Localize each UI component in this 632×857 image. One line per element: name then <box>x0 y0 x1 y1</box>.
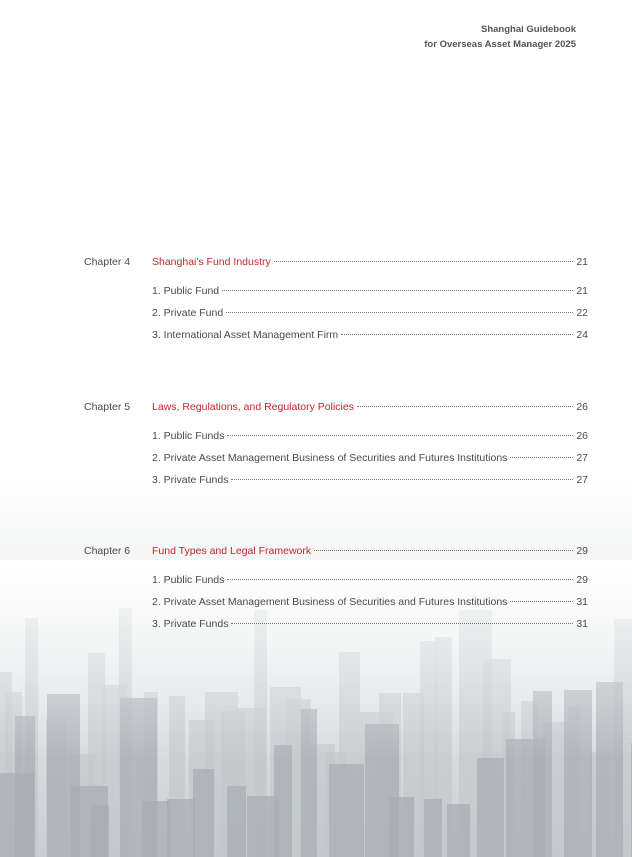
entry-title[interactable]: 1. Public Fund <box>152 285 220 297</box>
page-number: 29 <box>576 574 588 586</box>
header-title: Shanghai Guidebook <box>480 24 576 35</box>
chapter-heading-row[interactable] <box>84 544 588 558</box>
entry-title[interactable]: 3. Private Funds <box>152 474 229 486</box>
page-number: 31 <box>576 596 588 608</box>
chapter-label: Chapter 4 <box>84 256 131 268</box>
page-number: 21 <box>576 256 588 268</box>
toc-entry[interactable] <box>84 306 588 320</box>
entry-title[interactable]: 2. Private Fund <box>152 307 224 319</box>
chapter-label: Chapter 6 <box>84 545 131 557</box>
chapter-title[interactable]: Fund Types and Legal Framework <box>152 545 312 557</box>
page-number: 29 <box>576 545 588 557</box>
page-number: 26 <box>576 430 588 442</box>
page-number: 27 <box>576 474 588 486</box>
page-number: 27 <box>576 452 588 464</box>
chapter-title[interactable]: Laws, Regulations, and Regulatory Policies <box>152 401 354 413</box>
header-subtitle: for Overseas Asset Manager 2025 <box>424 39 576 50</box>
page-number: 22 <box>576 307 588 319</box>
guidebook-header <box>424 22 576 52</box>
toc-entry[interactable] <box>84 473 588 487</box>
chapter-label: Chapter 5 <box>84 401 131 413</box>
toc-entry[interactable] <box>84 617 588 631</box>
toc-entry[interactable] <box>84 429 588 443</box>
dot-leader <box>510 601 573 602</box>
toc-entry[interactable] <box>84 451 588 465</box>
dot-leader <box>231 479 573 480</box>
toc-entry[interactable] <box>84 573 588 587</box>
page-number: 21 <box>576 285 588 297</box>
dot-leader <box>357 406 573 407</box>
dot-leader <box>222 290 573 291</box>
chapter-title[interactable]: Shanghai's Fund Industry <box>152 256 271 268</box>
page-number: 31 <box>576 618 588 630</box>
toc-entry[interactable] <box>84 328 588 342</box>
entry-title[interactable]: 2. Private Asset Management Business of Securities and Futures Institutions <box>152 452 508 464</box>
page-number: 24 <box>576 329 588 341</box>
dot-leader <box>314 550 573 551</box>
dot-leader <box>231 623 573 624</box>
dot-leader <box>510 457 573 458</box>
page-number: 26 <box>576 401 588 413</box>
entry-title[interactable]: 1. Public Funds <box>152 430 225 442</box>
dot-leader <box>226 312 573 313</box>
dot-leader <box>341 334 573 335</box>
dot-leader <box>227 579 573 580</box>
entry-title[interactable]: 3. International Asset Management Firm <box>152 329 339 341</box>
entry-title[interactable]: 2. Private Asset Management Business of Securities and Futures Institutions <box>152 596 508 608</box>
toc-entry[interactable] <box>84 595 588 609</box>
dot-leader <box>227 435 573 436</box>
chapter-heading-row[interactable] <box>84 400 588 414</box>
chapter-heading-row[interactable] <box>84 255 588 269</box>
toc-entry[interactable] <box>84 284 588 298</box>
dot-leader <box>274 261 574 262</box>
entry-title[interactable]: 3. Private Funds <box>152 618 229 630</box>
entry-title[interactable]: 1. Public Funds <box>152 574 225 586</box>
